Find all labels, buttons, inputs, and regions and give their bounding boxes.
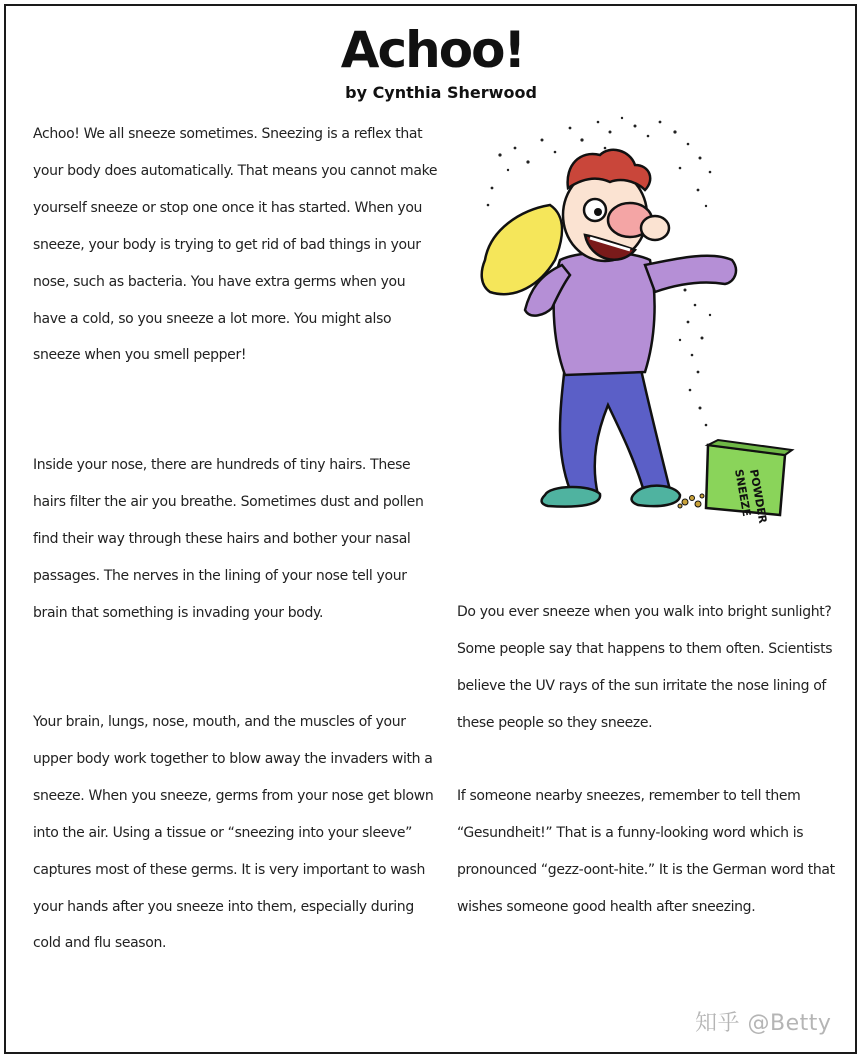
paragraph-sneeze-reflex: Achoo! We all sneeze sometimes. Sneezing is a reflex that your body does automatically. That means you cannot make yourself sneeze or stop one once it has started. When you sneeze, your body is trying to get rid of bad things in your nose, such as bacteria. You have extra germs when you have a cold, so you sneeze a lot more. You might also sneeze when you smell pepper!: [33, 126, 438, 364]
article-byline: by Cynthia Sherwood: [345, 83, 537, 102]
spilled-powder: [678, 494, 704, 508]
article-title: Achoo!: [340, 21, 525, 79]
right-shoe: [632, 486, 680, 506]
box-label-line1: SNEEZE: [732, 468, 754, 518]
shirt: [554, 253, 655, 376]
hand: [641, 216, 669, 240]
sneeze-powder-box: [706, 440, 792, 525]
box-label-line2: POWDER: [747, 468, 770, 525]
pants: [560, 365, 670, 495]
paragraph-sunlight: Do you ever sneeze when you walk into bright sunlight? Some people say that happens to them often. Scientists believe the UV rays of the sun irritate the nose lining of these people so they sneeze.: [457, 604, 833, 731]
paragraph-body-teamwork: Your brain, lungs, nose, mouth, and the muscles of your upper body work together to blow away the invaders with a sneeze. When you sneeze, germs from your nose get blown into the air. Using a tissue or “sneezing into your sleeve” captures most of these germs. It is very important to wash your hands after you sneeze into them, especially during cold and flu season.: [33, 714, 434, 952]
paragraph-gesundheit: If someone nearby sneezes, remember to tell them “Gesundheit!” That is a funny-looking word which is pronounced “gezz-oont-hite.” It is the German word that wishes someone good health after sneezing.: [457, 788, 835, 915]
left-shoe: [542, 487, 601, 507]
paragraph-nose-hairs: Inside your nose, there are hundreds of tiny hairs. These hairs filter the air you breathe. Sometimes dust and pollen find their way through these hairs and bother your nasal passages. The nerves in the lining of your nose tell your brain that something is invading your body.: [33, 457, 424, 621]
watermark: 知乎 @Betty: [695, 1011, 832, 1036]
sneezing-man-illustration: [470, 110, 800, 530]
right-arm: [645, 256, 736, 292]
